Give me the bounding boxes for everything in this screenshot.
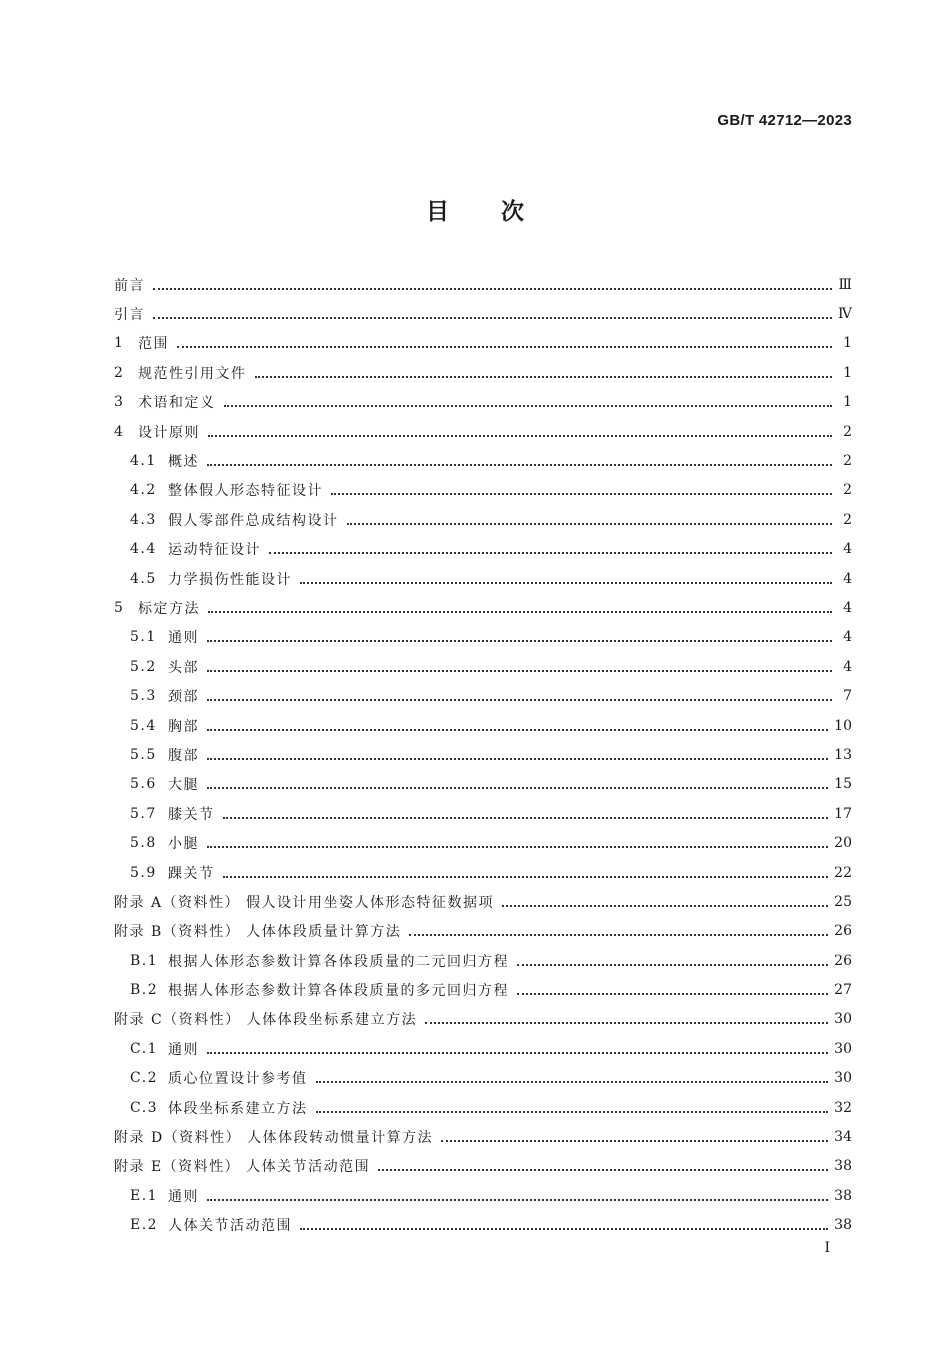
toc-entry-page: 26 bbox=[834, 952, 852, 969]
toc-dot-leader bbox=[517, 950, 828, 966]
toc-entry[interactable] bbox=[114, 711, 852, 740]
toc-entry[interactable] bbox=[114, 1064, 852, 1093]
toc-entry-title: 胸部 bbox=[168, 718, 199, 735]
toc-entry[interactable] bbox=[114, 975, 852, 1004]
toc-entry[interactable] bbox=[114, 887, 852, 916]
toc-entry-page: 4 bbox=[843, 599, 852, 616]
toc-entry-title: 引言 bbox=[114, 307, 145, 324]
toc-entry-number: 4.2 bbox=[130, 482, 157, 499]
toc-entry-page: 25 bbox=[834, 893, 852, 910]
toc-dot-leader bbox=[153, 274, 832, 290]
toc-entry-page: 38 bbox=[834, 1187, 852, 1204]
toc-entry-number: 4.1 bbox=[130, 453, 157, 470]
toc-entry[interactable] bbox=[114, 476, 852, 505]
toc-dot-leader bbox=[207, 626, 832, 642]
toc-dot-leader bbox=[207, 656, 832, 672]
toc-entry-page: 4 bbox=[843, 570, 852, 587]
toc-entry-page: 30 bbox=[834, 1011, 852, 1028]
toc-entry-title: 设计原则 bbox=[138, 424, 200, 441]
toc-entry-page: 26 bbox=[834, 923, 852, 940]
toc-entry-number: 5.1 bbox=[130, 629, 157, 646]
toc-entry-number: 4.5 bbox=[130, 570, 157, 587]
toc-entry-number: C.2 bbox=[130, 1070, 159, 1087]
toc-entry-page: 22 bbox=[834, 864, 852, 881]
toc-entry-title: 前言 bbox=[114, 277, 145, 294]
toc-dot-leader bbox=[207, 773, 828, 789]
toc-entry[interactable] bbox=[114, 270, 852, 299]
page-number: I bbox=[824, 1240, 830, 1256]
toc-dot-leader bbox=[441, 1126, 828, 1142]
toc-entry-title: 通则 bbox=[168, 630, 199, 647]
toc-dot-leader bbox=[223, 803, 829, 819]
toc-entry-title: 腹部 bbox=[168, 747, 199, 764]
toc-dot-leader bbox=[207, 450, 832, 466]
toc-entry-number: E.1 bbox=[130, 1187, 159, 1204]
toc-dot-leader bbox=[207, 685, 832, 701]
toc-entry-page: 2 bbox=[843, 453, 852, 470]
toc-entry-title: 力学损伤性能设计 bbox=[168, 571, 292, 588]
toc-entry-page: 15 bbox=[834, 776, 852, 793]
toc-entry-page: 2 bbox=[843, 511, 852, 528]
toc-entry-number: 5 bbox=[114, 599, 125, 616]
toc-dot-leader bbox=[316, 1097, 829, 1113]
toc-entry-page: 4 bbox=[843, 541, 852, 558]
toc-entry-title: 附录 B（资料性） 人体体段质量计算方法 bbox=[114, 924, 402, 941]
toc-dot-leader bbox=[316, 1067, 829, 1083]
toc-entry-page: 17 bbox=[834, 805, 852, 822]
toc-entry[interactable] bbox=[114, 1005, 852, 1034]
toc-entry[interactable] bbox=[114, 1122, 852, 1151]
toc-entry-page: 2 bbox=[843, 423, 852, 440]
toc-entry-page: 10 bbox=[834, 717, 852, 734]
toc-dot-leader bbox=[517, 979, 828, 995]
toc-entry[interactable] bbox=[114, 388, 852, 417]
toc-dot-leader bbox=[207, 744, 828, 760]
toc-dot-leader bbox=[207, 1038, 828, 1054]
toc-entry[interactable] bbox=[114, 681, 852, 710]
toc-dot-leader bbox=[223, 862, 829, 878]
toc-dot-leader bbox=[177, 332, 832, 348]
toc-entry-page: 4 bbox=[843, 629, 852, 646]
page-title: 目次 bbox=[426, 199, 576, 225]
toc-entry-number: 4 bbox=[114, 423, 125, 440]
toc-entry-page: 34 bbox=[834, 1129, 852, 1146]
toc-entry[interactable] bbox=[114, 1093, 852, 1122]
toc-entry-page: 38 bbox=[834, 1158, 852, 1175]
toc-entry-number: 5.5 bbox=[130, 746, 157, 763]
toc-dot-leader bbox=[153, 303, 832, 319]
toc-entry-number: 5.3 bbox=[130, 688, 157, 705]
toc-entry[interactable] bbox=[114, 799, 852, 828]
toc-entry-page: 27 bbox=[834, 982, 852, 999]
toc-entry[interactable] bbox=[114, 946, 852, 975]
toc-entry-title: 根据人体形态参数计算各体段质量的多元回归方程 bbox=[168, 983, 509, 1000]
toc-dot-leader bbox=[224, 391, 833, 407]
standard-number: GB/T 42712—2023 bbox=[717, 112, 852, 129]
table-of-contents bbox=[114, 270, 852, 1240]
toc-dot-leader bbox=[502, 891, 828, 907]
toc-entry[interactable] bbox=[114, 740, 852, 769]
toc-entry-title: 整体假人形态特征设计 bbox=[168, 483, 323, 500]
toc-entry-page: 32 bbox=[834, 1099, 852, 1116]
toc-entry-page: 30 bbox=[834, 1040, 852, 1057]
toc-dot-leader bbox=[331, 479, 832, 495]
toc-entry-page: 7 bbox=[843, 688, 852, 705]
toc-entry[interactable] bbox=[114, 358, 852, 387]
toc-entry-number: 5.7 bbox=[130, 805, 157, 822]
toc-entry-title: 规范性引用文件 bbox=[138, 365, 247, 382]
toc-entry-page: 20 bbox=[834, 835, 852, 852]
toc-dot-leader bbox=[300, 1214, 828, 1230]
toc-entry[interactable] bbox=[114, 329, 852, 358]
toc-entry-page: 1 bbox=[843, 394, 852, 411]
toc-dot-leader bbox=[269, 538, 832, 554]
toc-entry[interactable] bbox=[114, 1152, 852, 1181]
toc-entry-title: 颈部 bbox=[168, 689, 199, 706]
toc-entry-page: 13 bbox=[834, 746, 852, 763]
toc-entry-number: C.1 bbox=[130, 1040, 159, 1057]
toc-entry-page: Ⅲ bbox=[838, 276, 852, 293]
toc-entry-title: 标定方法 bbox=[138, 600, 200, 617]
toc-entry[interactable] bbox=[114, 652, 852, 681]
toc-entry-title: 头部 bbox=[168, 659, 199, 676]
toc-entry[interactable] bbox=[114, 446, 852, 475]
toc-entry-number: 2 bbox=[114, 364, 125, 381]
toc-entry-page: Ⅳ bbox=[838, 306, 852, 323]
toc-entry-title: 假人零部件总成结构设计 bbox=[168, 512, 339, 529]
toc-entry-number: C.3 bbox=[130, 1099, 159, 1116]
toc-entry-page: 2 bbox=[843, 482, 852, 499]
toc-entry[interactable] bbox=[114, 770, 852, 799]
toc-dot-leader bbox=[208, 597, 832, 613]
toc-entry-title: 术语和定义 bbox=[138, 395, 216, 412]
toc-entry-title: 附录 D（资料性） 人体体段转动惯量计算方法 bbox=[114, 1130, 434, 1147]
toc-entry-title: 人体关节活动范围 bbox=[168, 1218, 292, 1235]
toc-dot-leader bbox=[207, 832, 828, 848]
toc-dot-leader bbox=[300, 568, 832, 584]
toc-entry-number: 4.3 bbox=[130, 511, 157, 528]
toc-entry-number: 5.4 bbox=[130, 717, 157, 734]
toc-entry-title: 附录 E（资料性） 人体关节活动范围 bbox=[114, 1159, 371, 1176]
toc-entry-title: 根据人体形态参数计算各体段质量的二元回归方程 bbox=[168, 953, 509, 970]
toc-entry-title: 运动特征设计 bbox=[168, 542, 261, 559]
toc-entry[interactable] bbox=[114, 828, 852, 857]
toc-entry-page: 1 bbox=[843, 364, 852, 381]
toc-entry-number: 5.8 bbox=[130, 835, 157, 852]
toc-entry[interactable] bbox=[114, 564, 852, 593]
toc-dot-leader bbox=[425, 1008, 828, 1024]
toc-entry-title: 膝关节 bbox=[168, 806, 215, 823]
toc-entry-title: 附录 A（资料性） 假人设计用坐姿人体形态特征数据项 bbox=[114, 894, 495, 911]
toc-entry-page: 1 bbox=[843, 335, 852, 352]
toc-entry-title: 踝关节 bbox=[168, 865, 215, 882]
toc-entry-title: 质心位置设计参考值 bbox=[168, 1071, 308, 1088]
toc-entry-number: 5.2 bbox=[130, 658, 157, 675]
toc-entry[interactable] bbox=[114, 299, 852, 328]
toc-dot-leader bbox=[347, 509, 833, 525]
toc-entry-number: B.2 bbox=[130, 982, 159, 999]
toc-entry-title: 附录 C（资料性） 人体体段坐标系建立方法 bbox=[114, 1012, 418, 1029]
toc-dot-leader bbox=[208, 421, 832, 437]
toc-entry[interactable] bbox=[114, 1181, 852, 1210]
toc-entry-number: 5.9 bbox=[130, 864, 157, 881]
toc-entry[interactable] bbox=[114, 858, 852, 887]
toc-entry-page: 30 bbox=[834, 1070, 852, 1087]
toc-entry[interactable] bbox=[114, 1034, 852, 1063]
toc-entry-number: 1 bbox=[114, 335, 125, 352]
toc-entry[interactable] bbox=[114, 1211, 852, 1240]
toc-entry-number: 4.4 bbox=[130, 541, 157, 558]
toc-entry-title: 概述 bbox=[168, 454, 199, 471]
toc-dot-leader bbox=[409, 920, 828, 936]
toc-dot-leader bbox=[378, 1155, 828, 1171]
toc-entry[interactable] bbox=[114, 505, 852, 534]
toc-entry[interactable] bbox=[114, 535, 852, 564]
toc-entry-page: 4 bbox=[843, 658, 852, 675]
toc-entry[interactable] bbox=[114, 417, 852, 446]
toc-entry-title: 大腿 bbox=[168, 777, 199, 794]
toc-entry-number: 3 bbox=[114, 394, 125, 411]
toc-entry[interactable] bbox=[114, 593, 852, 622]
toc-entry-title: 通则 bbox=[168, 1188, 199, 1205]
toc-entry-number: B.1 bbox=[130, 952, 159, 969]
toc-entry-number: E.2 bbox=[130, 1217, 159, 1234]
toc-dot-leader bbox=[255, 362, 833, 378]
toc-entry[interactable] bbox=[114, 917, 852, 946]
toc-entry-page: 38 bbox=[834, 1217, 852, 1234]
toc-dot-leader bbox=[207, 715, 828, 731]
toc-entry-title: 小腿 bbox=[168, 836, 199, 853]
toc-entry[interactable] bbox=[114, 623, 852, 652]
toc-entry-title: 体段坐标系建立方法 bbox=[168, 1100, 308, 1117]
toc-entry-number: 5.6 bbox=[130, 776, 157, 793]
toc-dot-leader bbox=[207, 1185, 828, 1201]
toc-entry-title: 范围 bbox=[138, 336, 169, 353]
toc-entry-title: 通则 bbox=[168, 1041, 199, 1058]
